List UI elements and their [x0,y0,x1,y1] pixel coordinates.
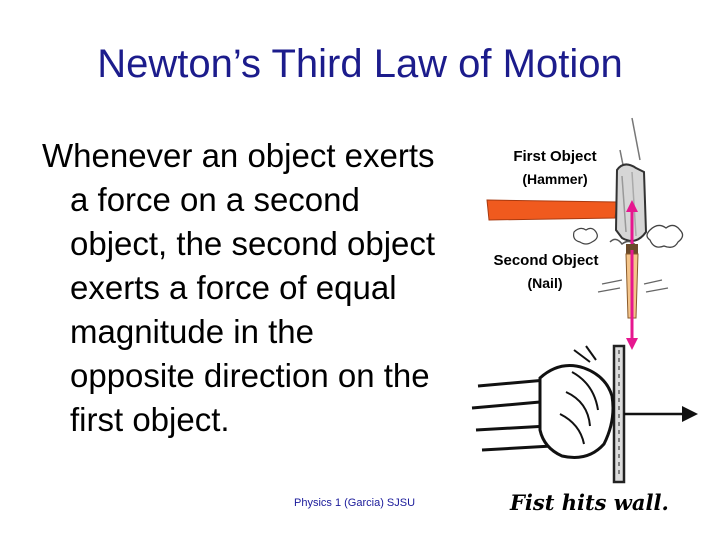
nail-label: (Nail) [527,275,563,291]
law-line-2: a force on a second [70,181,360,218]
slide-title: Newton’s Third Law of Motion [97,42,623,86]
fist-wall-illustration [472,346,698,482]
law-line-3: object, the second object [70,225,436,262]
fist [540,366,613,458]
law-line-4: exerts a force of equal [70,269,397,306]
first-object-label: First Object [513,148,597,165]
law-line-6: opposite direction on the [70,357,430,394]
second-object-label: Second Object [493,252,599,269]
hammer-handle [487,200,617,220]
law-line-7: first object. [70,401,230,438]
smoke-cloud [647,225,683,247]
law-line-5: magnitude in the [70,313,315,350]
hammer-label: (Hammer) [522,171,588,187]
footer-credit: Physics 1 (Garcia) SJSU [294,497,416,509]
fist-caption: Fist hits wall. [510,490,669,515]
law-line-1: Whenever an object exerts [42,137,435,174]
